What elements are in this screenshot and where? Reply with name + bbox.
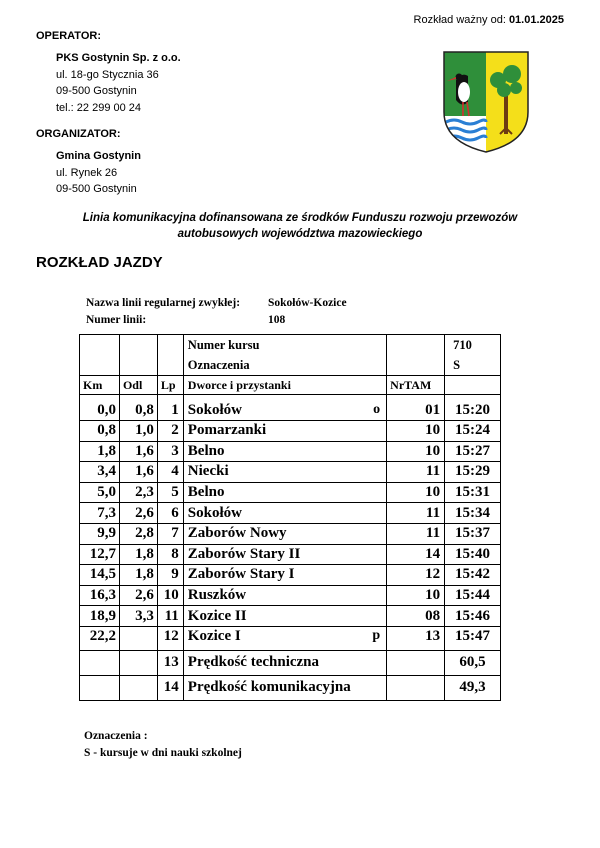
table-row <box>80 544 501 565</box>
stop-km: 16,3 <box>80 585 120 606</box>
operator-address <box>56 50 181 116</box>
stop-nrtam: 13 <box>387 626 445 650</box>
organizer-city: 09-500 Gostynin <box>56 183 137 195</box>
stop-name-cell <box>183 395 386 421</box>
legend-heading: Oznaczenia : <box>84 730 148 742</box>
stop-name: Kozice I <box>187 627 241 644</box>
stop-order: 3 <box>157 441 183 462</box>
stop-nrtam: 10 <box>387 421 445 442</box>
summary-order: 14 <box>157 675 183 700</box>
stop-name: Niecki <box>187 463 229 480</box>
stop-km: 5,0 <box>80 482 120 503</box>
table-row <box>80 523 501 544</box>
stop-time: 15:42 <box>445 565 501 586</box>
stop-distance: 1,8 <box>119 544 157 565</box>
validity-date: 01.01.2025 <box>508 14 564 26</box>
stop-km: 22,2 <box>80 626 120 650</box>
stop-time: 15:24 <box>445 421 501 442</box>
stop-name-cell <box>183 441 386 462</box>
stop-distance: 2,3 <box>119 482 157 503</box>
stop-name-cell <box>183 544 386 565</box>
stop-name: Zaborów Nowy <box>187 525 287 542</box>
course-number-label: Numer kursu <box>187 338 260 352</box>
stop-nrtam: 11 <box>387 462 445 483</box>
stop-nrtam: 12 <box>387 565 445 586</box>
summary-order: 13 <box>157 650 183 675</box>
stop-name-cell <box>183 462 386 483</box>
stop-name: Belno <box>187 442 225 459</box>
stop-time: 15:46 <box>445 606 501 627</box>
timetable-header-row <box>80 335 501 376</box>
timetable <box>79 334 501 701</box>
stop-mark: p <box>372 627 381 643</box>
summary-label: Prędkość komunikacyjna <box>183 675 386 700</box>
stop-km: 0,0 <box>80 395 120 421</box>
table-row <box>80 482 501 503</box>
timetable-columns-row <box>80 376 501 395</box>
stop-distance: 3,3 <box>119 606 157 627</box>
stop-km: 7,3 <box>80 503 120 524</box>
col-stops: Dworce i przystanki <box>183 376 386 395</box>
stop-order: 5 <box>157 482 183 503</box>
stop-order: 12 <box>157 626 183 650</box>
summary-value: 49,3 <box>445 675 501 700</box>
stop-name-cell <box>183 523 386 544</box>
stop-name-cell <box>183 585 386 606</box>
operator-heading: OPERATOR: <box>36 30 101 42</box>
stop-distance: 1,8 <box>119 565 157 586</box>
course-cell <box>445 335 501 376</box>
table-row <box>80 462 501 483</box>
stop-name-cell <box>183 482 386 503</box>
stop-km: 9,9 <box>80 523 120 544</box>
stop-order: 1 <box>157 395 183 421</box>
stop-name-cell <box>183 421 386 442</box>
page-title: ROZKŁAD JAZDY <box>36 254 163 271</box>
stop-name: Zaborów Stary I <box>187 566 295 583</box>
stop-nrtam: 10 <box>387 482 445 503</box>
operator-name: PKS Gostynin Sp. z o.o. <box>56 52 181 64</box>
gostynin-coat-of-arms <box>442 50 530 154</box>
stop-distance: 1,6 <box>119 441 157 462</box>
table-row <box>80 565 501 586</box>
course-number: 710 <box>453 338 472 352</box>
stop-km: 3,4 <box>80 462 120 483</box>
organizer-street: ul. Rynek 26 <box>56 166 118 179</box>
stop-time: 15:47 <box>445 626 501 650</box>
validity-note <box>414 14 564 26</box>
stop-name: Sokołów <box>187 402 242 418</box>
summary-row <box>80 675 501 700</box>
stop-time: 15:31 <box>445 482 501 503</box>
stop-km: 18,9 <box>80 606 120 627</box>
stop-time: 15:29 <box>445 462 501 483</box>
funding-notice-line-1: Linia komunikacyjna dofinansowana ze środków Funduszu rozwoju przewozów <box>82 212 518 224</box>
table-row <box>80 626 501 650</box>
stop-time: 15:40 <box>445 544 501 565</box>
table-row <box>80 585 501 606</box>
stop-name-cell <box>183 503 386 524</box>
line-number-value: 108 <box>268 314 286 326</box>
stop-time: 15:37 <box>445 523 501 544</box>
stop-nrtam: 10 <box>387 441 445 462</box>
stop-nrtam: 11 <box>387 503 445 524</box>
stop-name-cell <box>183 565 386 586</box>
organizer-address <box>56 148 141 198</box>
stop-name: Zaborów Stary II <box>187 545 301 562</box>
line-info <box>86 295 347 329</box>
stop-nrtam: 08 <box>387 606 445 627</box>
col-odl: Odl <box>119 376 157 395</box>
table-row <box>80 441 501 462</box>
stop-nrtam: 10 <box>387 585 445 606</box>
stop-time: 15:34 <box>445 503 501 524</box>
col-lp: Lp <box>157 376 183 395</box>
legend <box>84 728 242 762</box>
stop-name-cell <box>183 626 386 650</box>
validity-label: Rozkład ważny od: <box>413 14 506 26</box>
organizer-heading: ORGANIZATOR: <box>36 128 121 140</box>
line-name-value: Sokołów-Kozice <box>268 297 347 309</box>
stop-km: 0,8 <box>80 421 120 442</box>
table-row <box>80 421 501 442</box>
stop-name: Ruszków <box>187 587 247 604</box>
stop-order: 6 <box>157 503 183 524</box>
stop-distance: 2,6 <box>119 585 157 606</box>
legend-item: S - kursuje w dni nauki szkolnej <box>84 747 242 759</box>
stop-distance: 2,8 <box>119 523 157 544</box>
table-row <box>80 606 501 627</box>
col-nrtam: NrTAM <box>387 376 445 395</box>
organizer-name: Gmina Gostynin <box>56 150 141 162</box>
stop-time: 15:27 <box>445 441 501 462</box>
stop-distance: 0,8 <box>119 395 157 421</box>
course-mark: S <box>453 358 461 372</box>
stop-distance: 1,6 <box>119 462 157 483</box>
stop-name: Belno <box>187 484 225 501</box>
operator-city: 09-500 Gostynin <box>56 85 137 97</box>
course-marks-label: Oznaczenia <box>187 358 250 372</box>
table-row <box>80 395 501 421</box>
summary-label: Prędkość techniczna <box>183 650 386 675</box>
stop-name: Sokołów <box>187 504 242 521</box>
stop-order: 7 <box>157 523 183 544</box>
stop-km: 12,7 <box>80 544 120 565</box>
stop-order: 10 <box>157 585 183 606</box>
operator-phone: tel.: 22 299 00 24 <box>56 101 142 114</box>
summary-row <box>80 650 501 675</box>
operator-street: ul. 18-go Stycznia 36 <box>56 68 159 81</box>
stop-mark: o <box>373 402 381 417</box>
stop-order: 9 <box>157 565 183 586</box>
stop-distance: 2,6 <box>119 503 157 524</box>
stop-distance: 1,0 <box>119 421 157 442</box>
funding-notice-line-2: autobusowych województwa mazowieckiego <box>177 228 423 240</box>
stop-name-cell <box>183 606 386 627</box>
stop-order: 11 <box>157 606 183 627</box>
stop-nrtam: 14 <box>387 544 445 565</box>
stop-order: 2 <box>157 421 183 442</box>
course-header-cell <box>183 335 386 376</box>
stop-nrtam: 11 <box>387 523 445 544</box>
stop-nrtam: 01 <box>387 395 445 421</box>
col-km: Km <box>80 376 120 395</box>
stop-time: 15:20 <box>445 395 501 421</box>
stop-order: 8 <box>157 544 183 565</box>
stop-distance <box>119 626 157 650</box>
stop-km: 1,8 <box>80 441 120 462</box>
stop-km: 14,5 <box>80 565 120 586</box>
line-name-label: Nazwa linii regularnej zwykłej: <box>86 297 241 309</box>
table-row <box>80 503 501 524</box>
stop-order: 4 <box>157 462 183 483</box>
stop-name: Pomarzanki <box>187 422 267 439</box>
stop-name: Kozice II <box>187 607 247 624</box>
line-number-label: Numer linii: <box>86 314 147 326</box>
summary-value: 60,5 <box>445 650 501 675</box>
stop-time: 15:44 <box>445 585 501 606</box>
funding-notice <box>36 210 564 242</box>
